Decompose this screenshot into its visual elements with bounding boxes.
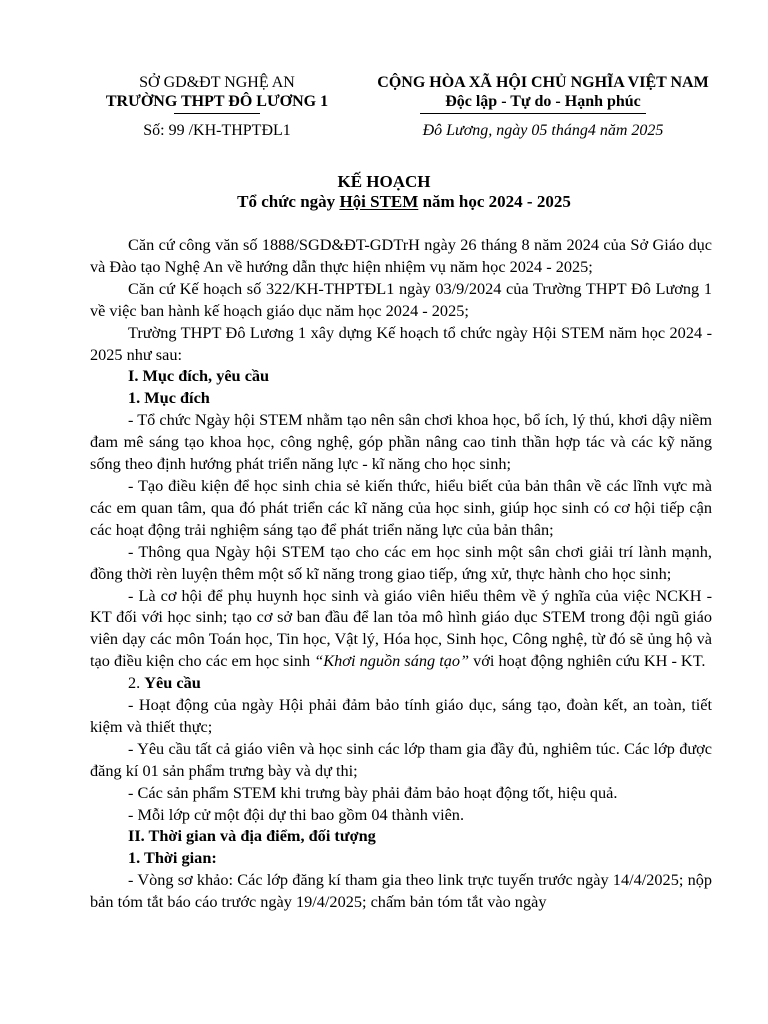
national-motto: Độc lập - Tự do - Hạnh phúc xyxy=(445,93,641,110)
intro-paragraph: Trường THPT Đô Lương 1 xây dựng Kế hoạch tổ chức ngày Hội STEM năm học 2024 - 2025 như sau: xyxy=(90,322,712,364)
time-item-1: - Vòng sơ khảo: Các lớp đăng kí tham gia theo link trực tuyến trước ngày 14/4/2025; nộp bản tóm tắt báo cáo trước ngày 19/4/2025; chấm bản tóm tắt vào ngày xyxy=(90,870,712,912)
section-heading-2: II. Thời gian và địa điểm, đối tượng xyxy=(128,826,376,846)
document-title: KẾ HOẠCH xyxy=(337,172,431,191)
purpose-item-3: - Thông qua Ngày hội STEM tạo cho các em học sinh một sân chơi giải trí lành mạnh, đồng thời rèn luyện thêm một số kĩ năng trong giao tiếp, ứng xử, thực hành cho học sinh; xyxy=(90,541,712,583)
requirement-item-4: - Mỗi lớp cử một đội dự thi bao gồm 04 thành viên. xyxy=(128,804,465,824)
slogan-text: “Khơi nguồn sáng tạo” xyxy=(314,651,470,671)
requirement-item-2: - Yêu cầu tất cả giáo viên và học sinh các lớp tham gia đầy đủ, nghiêm túc. Các lớp được đăng kí 01 sản phẩm trưng bày và dự thi; xyxy=(90,738,712,780)
department-name: SỞ GD&ĐT NGHỆ AN xyxy=(139,74,295,91)
requirement-item-3: - Các sản phẩm STEM khi trưng bày phải đảm bảo hoạt động tốt, hiệu quả. xyxy=(128,782,618,802)
subsection-heading-requirements: 2. Yêu cầu xyxy=(128,673,201,693)
purpose-item-1: - Tổ chức Ngày hội STEM nhằm tạo nên sân chơi khoa học, bổ ích, lý thú, khơi dậy niềm đam mê sáng tạo khoa học, công nghệ, góp phần nâng cao tinh thần hợp tác và các kỹ năng sống theo định hướng phát triển năng lực - kĩ năng cho học sinh; xyxy=(90,410,712,474)
basis-paragraph-2: Căn cứ Kế hoạch số 322/KH-THPTĐL1 ngày 03/9/2024 của Trường THPT Đô Lương 1 về việc ban hành kế hoạch giáo dục năm học 2024 - 2025; xyxy=(90,278,712,320)
subsection-heading-purpose: 1. Mục đích xyxy=(128,388,210,408)
motto-underline xyxy=(420,113,646,114)
subtitle-emphasis: Hội STEM xyxy=(339,192,419,211)
issue-date: Đô Lương, ngày 05 tháng4 năm 2025 xyxy=(422,122,664,139)
document-body xyxy=(90,234,712,913)
school-name-underline xyxy=(174,113,260,114)
country-name: CỘNG HÒA XÃ HỘI CHỦ NGHĨA VIỆT NAM xyxy=(377,74,709,91)
purpose-item-4: - Là cơ hội để phụ huynh học sinh và giáo viên hiểu thêm về ý nghĩa của việc NCKH - KT đối với học sinh; tạo cơ sở ban đầu để lan tỏa mô hình giáo dục STEM trong đội ngũ giáo viên dạy các môn Toán học, Tin học, Vật lý, Hóa học, Sinh học, Công nghệ, từ đó sẽ ủng hộ và tạo điều kiện cho các em học sinh “Khơi nguồn sáng tạo” với hoạt động nghiên cứu KH - KT. xyxy=(90,585,712,671)
requirement-item-1: - Hoạt động của ngày Hội phải đảm bảo tính giáo dục, sáng tạo, đoàn kết, an toàn, tiết kiệm và thiết thực; xyxy=(90,695,712,736)
section-heading-1: I. Mục đích, yêu cầu xyxy=(128,366,270,386)
document-number: Số: 99 /KH-THPTĐL1 xyxy=(143,122,291,139)
document-subtitle: Tổ chức ngày Hội STEM năm học 2024 - 2025 xyxy=(237,192,571,211)
school-name: TRƯỜNG THPT ĐÔ LƯƠNG 1 xyxy=(105,93,329,110)
basis-paragraph-1: Căn cứ công văn số 1888/SGD&ĐT-GDTrH ngày 26 tháng 8 năm 2024 của Sở Giáo dục và Đào tạo Nghệ An về hướng dẫn thực hiện nhiệm vụ năm học 2024 - 2025; xyxy=(90,235,712,276)
purpose-item-2: - Tạo điều kiện để học sinh chia sẻ kiến thức, hiểu biết của bản thân về các lĩnh vực mà các em quan tâm, qua đó phát triển các kĩ năng của học sinh, giúp học sinh có cơ hội tiếp cận các hoạt động trải nghiệm sáng tạo để phát triển năng lực của bản thân; xyxy=(90,475,712,539)
subsection-heading-time: 1. Thời gian: xyxy=(128,848,217,868)
